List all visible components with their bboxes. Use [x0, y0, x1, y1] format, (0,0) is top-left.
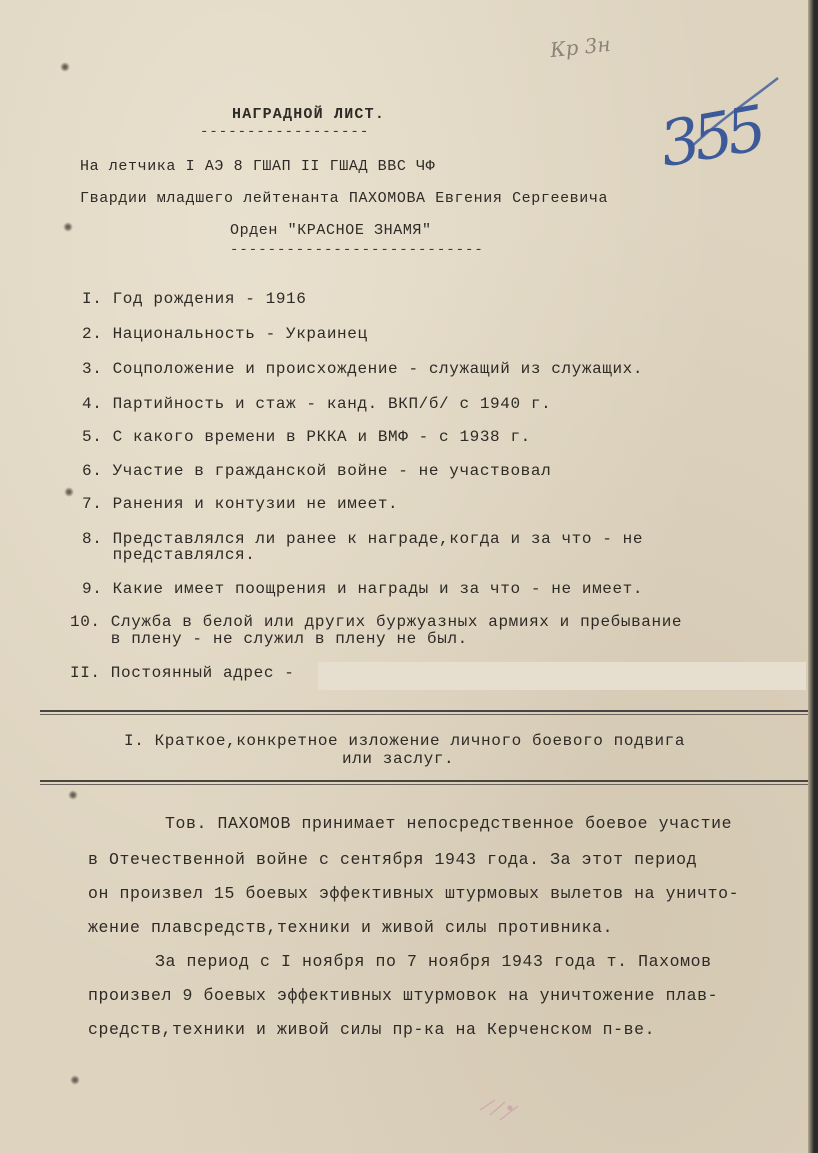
redacted-address: [318, 662, 806, 690]
question-4: 4. Партийность и стаж - канд. ВКП/б/ с 1940 г.: [82, 395, 552, 413]
body-line-5: За период с I ноября по 7 ноября 1943 года т. Пахомов: [155, 952, 712, 971]
body-line-4: жение плавсредств,техники и живой силы противника.: [88, 918, 614, 937]
section-heading-continued: или заслуг.: [342, 750, 455, 768]
document-title: НАГРАДНОЙ ЛИСТ.: [232, 106, 386, 123]
header-name-line: Гвардии младшего лейтенанта ПАХОМОВА Евгения Сергеевича: [80, 190, 609, 207]
header-unit-line: На летчика I АЭ 8 ГШАП II ГШАД ВВС ЧФ: [80, 158, 436, 175]
body-line-1: Тов. ПАХОМОВ принимает непосредственное боевое участие: [165, 814, 733, 833]
punch-hole-mark: [64, 487, 74, 497]
divider-top: [40, 710, 810, 712]
question-7: 7. Ранения и контузии не имеет.: [82, 495, 399, 513]
punch-hole-mark: [70, 1075, 80, 1085]
handwritten-number: 355: [654, 91, 766, 182]
question-9: 9. Какие имеет поощрения и награды и за что - не имеет.: [82, 580, 644, 598]
body-line-7: средств,техники и живой силы пр-ка на Керченском п-ве.: [88, 1020, 656, 1039]
order-line: Орден "КРАСНОЕ ЗНАМЯ": [230, 222, 432, 239]
question-1: I. Год рождения - 1916: [82, 290, 307, 308]
faded-stamp: [470, 1080, 560, 1130]
title-underline: ------------------: [200, 124, 370, 140]
archive-mark: Кр 3н: [548, 31, 612, 63]
body-line-3: он произвел 15 боевых эффективных штурмовых вылетов на уничто-: [88, 884, 740, 903]
punch-hole-mark: [63, 222, 73, 232]
question-2: 2. Национальность - Украинец: [82, 325, 368, 343]
punch-hole-mark: [68, 790, 78, 800]
question-8: 8. Представлялся ли ранее к награде,когда и за что - не: [82, 530, 644, 548]
punch-hole-mark: [60, 62, 70, 72]
order-underline: ---------------------------: [230, 242, 484, 258]
body-line-2: в Отечественной войне с сентября 1943 года. За этот период: [88, 850, 698, 869]
section-heading: I. Краткое,конкретное изложение личного боевого подвига: [124, 732, 686, 750]
body-line-6: произвел 9 боевых эффективных штурмовок на уничтожение плав-: [88, 986, 719, 1005]
scan-edge: [808, 0, 818, 1153]
question-11: II. Постоянный адрес -: [70, 664, 295, 682]
question-3: 3. Соцположение и происхождение - служащий из служащих.: [82, 360, 644, 378]
question-8-continued: представлялся.: [82, 546, 256, 564]
question-5: 5. С какого времени в РККА и ВМФ - с 1938 г.: [82, 428, 531, 446]
question-10: 10. Служба в белой или других буржуазных армиях и пребывание: [70, 613, 683, 631]
question-10-continued: в плену - не служил в плену не был.: [70, 630, 468, 648]
question-6: 6. Участие в гражданской войне - не участвовал: [82, 462, 552, 480]
divider-bottom: [40, 780, 810, 782]
